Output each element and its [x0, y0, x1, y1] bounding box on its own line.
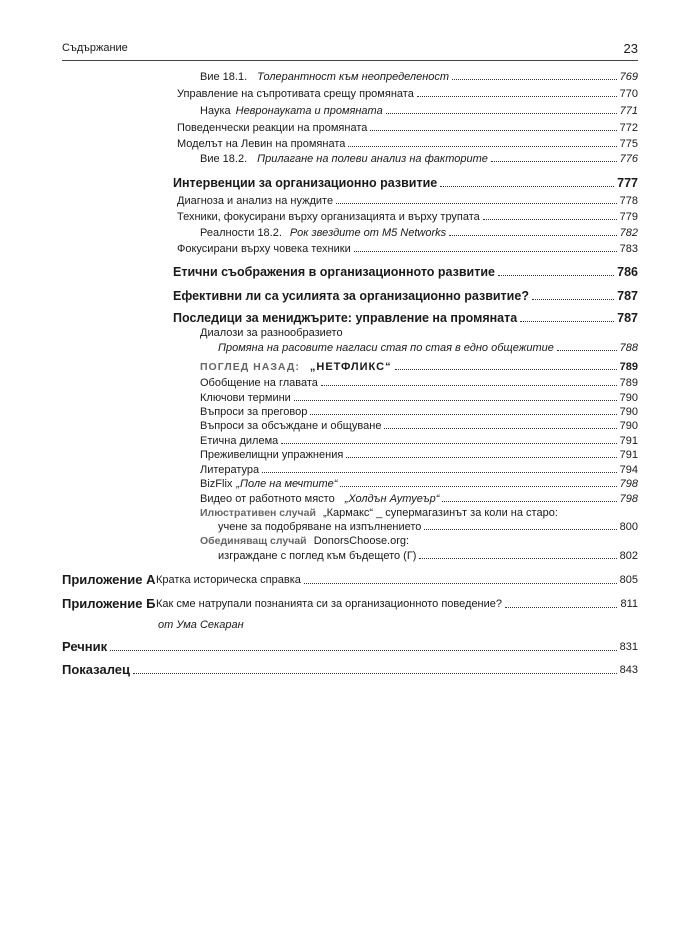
toc-section-page: 777 — [617, 176, 638, 190]
toc-entry-page: 789 — [619, 377, 638, 389]
toc-entry-page: 788 — [619, 342, 638, 354]
toc-entry-page: 771 — [619, 105, 638, 117]
toc-entry-title: „Поле на мечтите“ — [236, 478, 338, 490]
toc-section-page: 787 — [617, 289, 638, 303]
toc-entry-page: 783 — [619, 243, 638, 255]
page-number: 23 — [623, 41, 638, 56]
toc-entry-prefix: Наука — [200, 105, 231, 117]
toc-section-title: Последици за мениджърите: управление на промяната — [173, 311, 518, 325]
toc-entry-title: „Холдън Аутуеър“ — [344, 493, 440, 505]
toc-section[interactable] — [173, 289, 638, 303]
toc-entry-title: „НЕТФЛИКС“ — [309, 361, 392, 373]
toc-appendix[interactable] — [62, 639, 638, 654]
toc-entry-page: 782 — [619, 227, 638, 239]
toc-entry[interactable] — [177, 243, 638, 255]
toc-entry[interactable] — [177, 138, 638, 150]
toc-appendix[interactable] — [62, 572, 638, 587]
toc-entry-page: 794 — [619, 464, 638, 476]
running-title: Съдържание — [62, 42, 128, 54]
toc-section-title: Интервенции за организационно развитие — [173, 176, 438, 190]
toc-entry-title: Рок звездите от M5 Networks — [289, 227, 447, 239]
appendix-label: Показалец — [62, 662, 131, 677]
toc-entry[interactable] — [218, 342, 638, 354]
toc-entry[interactable] — [200, 406, 638, 418]
toc-entry-title: Промяна на расовите нагласи стая по стая в едно общежитие — [218, 342, 554, 354]
toc-section[interactable] — [173, 176, 638, 190]
toc-entry[interactable] — [200, 464, 638, 476]
toc-entry-title: учене за подобряване на изпълнението — [218, 521, 422, 533]
toc-entry-prefix: Вие 18.1. — [200, 71, 248, 83]
appendix-title: Как сме натрупали познанията си за организационното поведение? — [156, 598, 503, 610]
toc-entry-title: Техники, фокусирани върху организацията и върху трупата — [177, 211, 480, 223]
toc-section[interactable] — [173, 311, 638, 325]
appendix-label: Приложение А — [62, 572, 156, 587]
toc-entry-title: Преживелищни упражнения — [200, 449, 344, 461]
toc-entry-page: 772 — [619, 122, 638, 134]
toc-entry-title: Моделът на Левин на промяната — [177, 138, 346, 150]
toc-entry-page: 769 — [619, 71, 638, 83]
appendix-author: от Ума Секаран — [158, 619, 244, 631]
toc-entry[interactable] — [218, 521, 638, 533]
toc-entry[interactable] — [200, 361, 638, 373]
toc-entry-prefix: Реалности 18.2. — [200, 227, 282, 239]
toc-entry-title: Обобщение на главата — [200, 377, 318, 389]
toc-entry-title: Прилагане на полеви анализ на факторите — [257, 153, 488, 165]
appendix-page: 831 — [619, 641, 638, 653]
toc-entry-page: 800 — [619, 521, 638, 533]
toc-entry[interactable] — [200, 105, 638, 117]
toc-entry-prefix: Видео от работното място — [200, 493, 335, 505]
toc-entry-title: Етична дилема — [200, 435, 279, 447]
toc-section-page: 787 — [617, 311, 638, 325]
toc-entry-page: 779 — [619, 211, 638, 223]
toc-entry-title: „Кармакс“ _ супермагазинът за коли на старо: — [322, 507, 558, 519]
toc-entry-page: 791 — [619, 449, 638, 461]
toc-entry-page: 776 — [619, 153, 638, 165]
toc-entry-page: 790 — [619, 420, 638, 432]
toc-entry-prefix: Илюстративен случай — [200, 507, 316, 519]
appendix-label: Речник — [62, 639, 108, 654]
toc-entry-title: Диагноза и анализ на нуждите — [177, 195, 334, 207]
toc-entry[interactable] — [177, 88, 638, 100]
toc-entry-title: Фокусирани върху човека техники — [177, 243, 351, 255]
appendix-page: 805 — [619, 574, 638, 586]
toc-entry[interactable] — [177, 122, 638, 134]
toc-entry-prefix: ПОГЛЕД НАЗАД: — [200, 361, 300, 373]
toc-entry-title: Поведенчески реакции на промяната — [177, 122, 368, 134]
toc-entry-title: Въпроси за обсъждане и общуване — [200, 420, 382, 432]
toc-appendix[interactable] — [62, 662, 638, 677]
appendix-label: Приложение Б — [62, 596, 156, 611]
toc-section-title: Етични съображения в организационното развитие — [173, 265, 495, 279]
toc-entry[interactable] — [200, 435, 638, 447]
toc-entry-title: Толерантност към неопределеност — [257, 71, 450, 83]
toc-entry-title: Невронауката и промяната — [235, 105, 383, 117]
toc-entry-title: изграждане с поглед към бъдещето (Г) — [218, 550, 417, 562]
toc-entry[interactable] — [200, 153, 638, 165]
toc-entry-title: Управление на съпротивата срещу промяната — [177, 88, 414, 100]
appendix-page: 811 — [620, 598, 638, 610]
toc-entry-heading: Диалози за разнообразието — [200, 327, 343, 339]
toc-entry[interactable] — [200, 71, 638, 83]
toc-entry-page: 790 — [619, 392, 638, 404]
appendix-title: Кратка историческа справка — [156, 574, 301, 586]
appendix-page: 843 — [619, 664, 638, 676]
toc-entry[interactable] — [200, 478, 638, 490]
toc-entry[interactable] — [177, 195, 638, 207]
toc-entry-prefix: Обединяващ случай — [200, 535, 307, 547]
toc-entry-title: Литература — [200, 464, 260, 476]
toc-entry-page: 770 — [619, 88, 638, 100]
toc-entry[interactable] — [200, 493, 638, 505]
toc-entry[interactable] — [200, 227, 638, 239]
toc-entry[interactable] — [177, 211, 638, 223]
toc-entry-title: Ключови термини — [200, 392, 291, 404]
toc-entry-heading — [200, 507, 558, 519]
toc-entry-page: 778 — [619, 195, 638, 207]
toc-entry-page: 791 — [619, 435, 638, 447]
toc-entry[interactable] — [200, 449, 638, 461]
toc-section-title: Ефективни ли са усилията за организационно развитие? — [173, 289, 529, 303]
toc-entry-page: 802 — [619, 550, 638, 562]
toc-entry-page: 790 — [619, 406, 638, 418]
toc-entry-title: Въпроси за преговор — [200, 406, 308, 418]
toc-entry-page: 798 — [619, 493, 638, 505]
page-header — [62, 40, 638, 61]
toc-entry[interactable] — [200, 377, 638, 389]
toc-entry-heading — [200, 535, 409, 547]
toc-entry-title: DonorsChoose.org: — [313, 535, 410, 547]
toc-entry-prefix: Вие 18.2. — [200, 153, 248, 165]
toc-section[interactable] — [173, 265, 638, 279]
toc-entry[interactable] — [200, 392, 638, 404]
toc-entry[interactable] — [200, 420, 638, 432]
toc-entry-page: 798 — [619, 478, 638, 490]
toc-section-page: 786 — [617, 265, 638, 279]
toc-appendix[interactable] — [62, 596, 638, 611]
toc-entry[interactable] — [218, 550, 638, 562]
toc-entry-prefix: BizFlix — [200, 478, 233, 490]
toc-entry-page: 775 — [619, 138, 638, 150]
toc-entry-page: 789 — [619, 361, 638, 373]
